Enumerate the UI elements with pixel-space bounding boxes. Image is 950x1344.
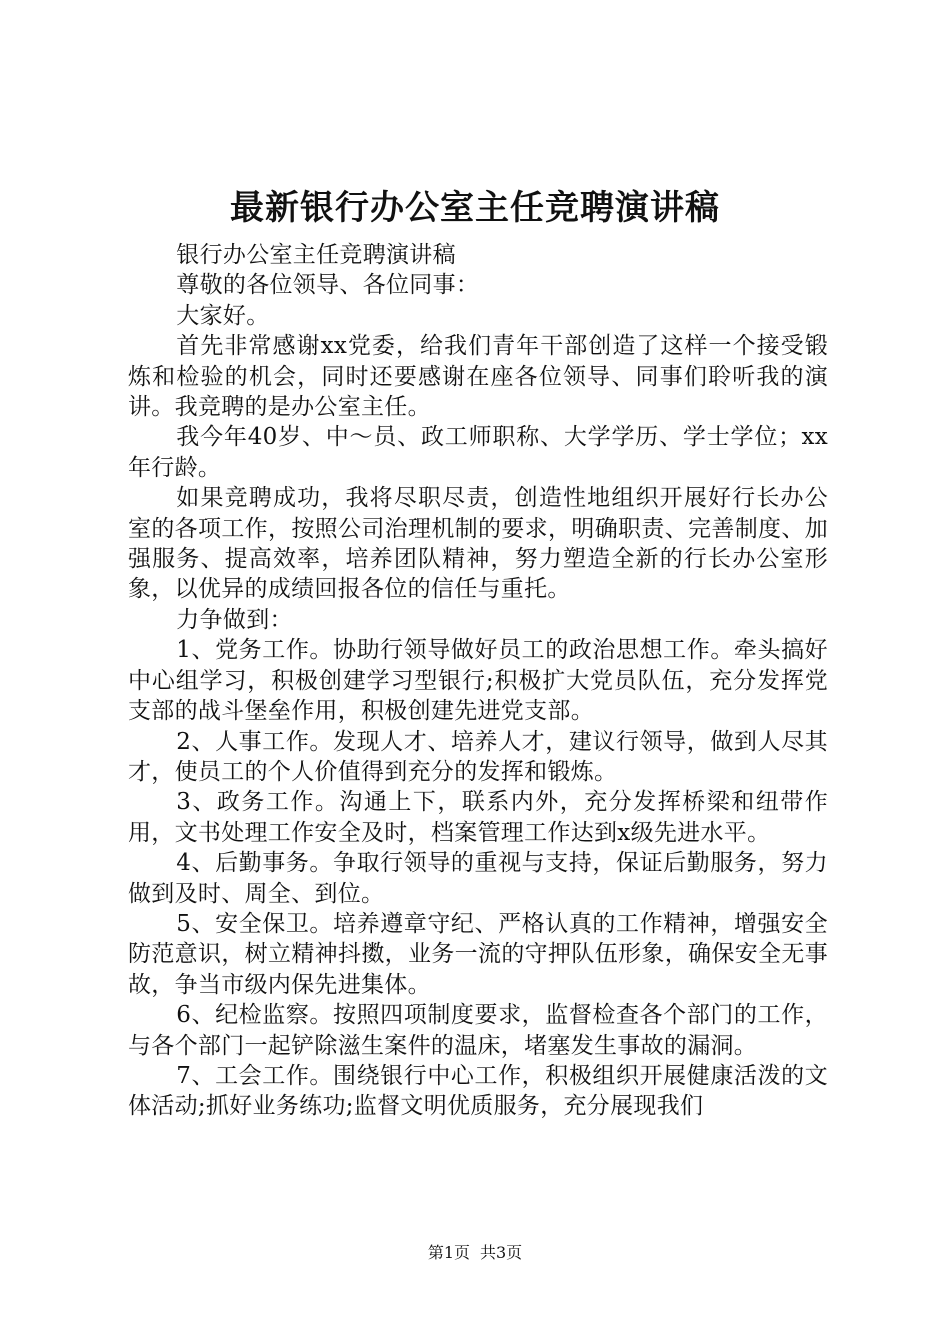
paragraph: 银行办公室主任竞聘演讲稿	[176, 242, 456, 268]
paragraph: 6、纪检监察。按照四项制度要求，监督检查各个部门的工作，与各个部门一起铲除滋生案件的温床，堵塞发生事故的漏洞。	[128, 1002, 828, 1059]
paragraph: 4、后勤事务。争取行领导的重视与支持，保证后勤服务，努力做到及时、周全、到位。	[128, 850, 828, 907]
page-total: 共3页	[480, 1243, 523, 1262]
document-title: 最新银行办公室主任竞聘演讲稿	[230, 188, 720, 228]
paragraph: 如果竞聘成功，我将尽职尽责，创造性地组织开展好行长办公室的各项工作，按照公司治理机制的要求，明确职责、完善制度、加强服务、提高效率，培养团队精神，努力塑造全新的行长办公室形象，以优异的成绩回报各位的信任与重托。	[128, 485, 828, 603]
paragraph: 3、政务工作。沟通上下，联系内外，充分发挥桥梁和纽带作用，文书处理工作安全及时，档案管理工作达到x级先进水平。	[128, 789, 828, 846]
paragraph: 2、人事工作。发现人才、培养人才，建议行领导，做到人尽其才，使员工的个人价值得到充分的发挥和锻炼。	[128, 728, 828, 785]
paragraph: 1、党务工作。协助行领导做好员工的政治思想工作。牵头搞好中心组学习，积极创建学习型银行;积极扩大党员队伍，充分发挥党支部的战斗堡垒作用，积极创建先进党支部。	[128, 637, 828, 725]
paragraph: 5、安全保卫。培养遵章守纪、严格认真的工作精神，增强安全防范意识，树立精神抖擞，业务一流的守押队伍形象，确保安全无事故，争当市级内保先进集体。	[128, 910, 828, 998]
page-number: 第1页	[427, 1243, 470, 1262]
document-body	[128, 240, 828, 1122]
paragraph: 7、工会工作。围绕银行中心工作，积极组织开展健康活泼的文体活动;抓好业务练功;监督文明优质服务，充分展现我们	[128, 1062, 828, 1120]
paragraph: 大家好。	[176, 302, 270, 329]
page-footer	[0, 1242, 950, 1264]
paragraph: 力争做到：	[176, 606, 293, 633]
paragraph: 尊敬的各位领导、各位同事：	[176, 272, 480, 299]
paragraph: 首先非常感谢xx党委，给我们青年干部创造了这样一个接受锻炼和检验的机会，同时还要感谢在座各位领导、同事们聆听我的演讲。我竞聘的是办公室主任。	[128, 333, 828, 421]
paragraph: 我今年40岁、中～员、政工师职称、大学学历、学士学位；xx年行龄。	[128, 424, 828, 481]
